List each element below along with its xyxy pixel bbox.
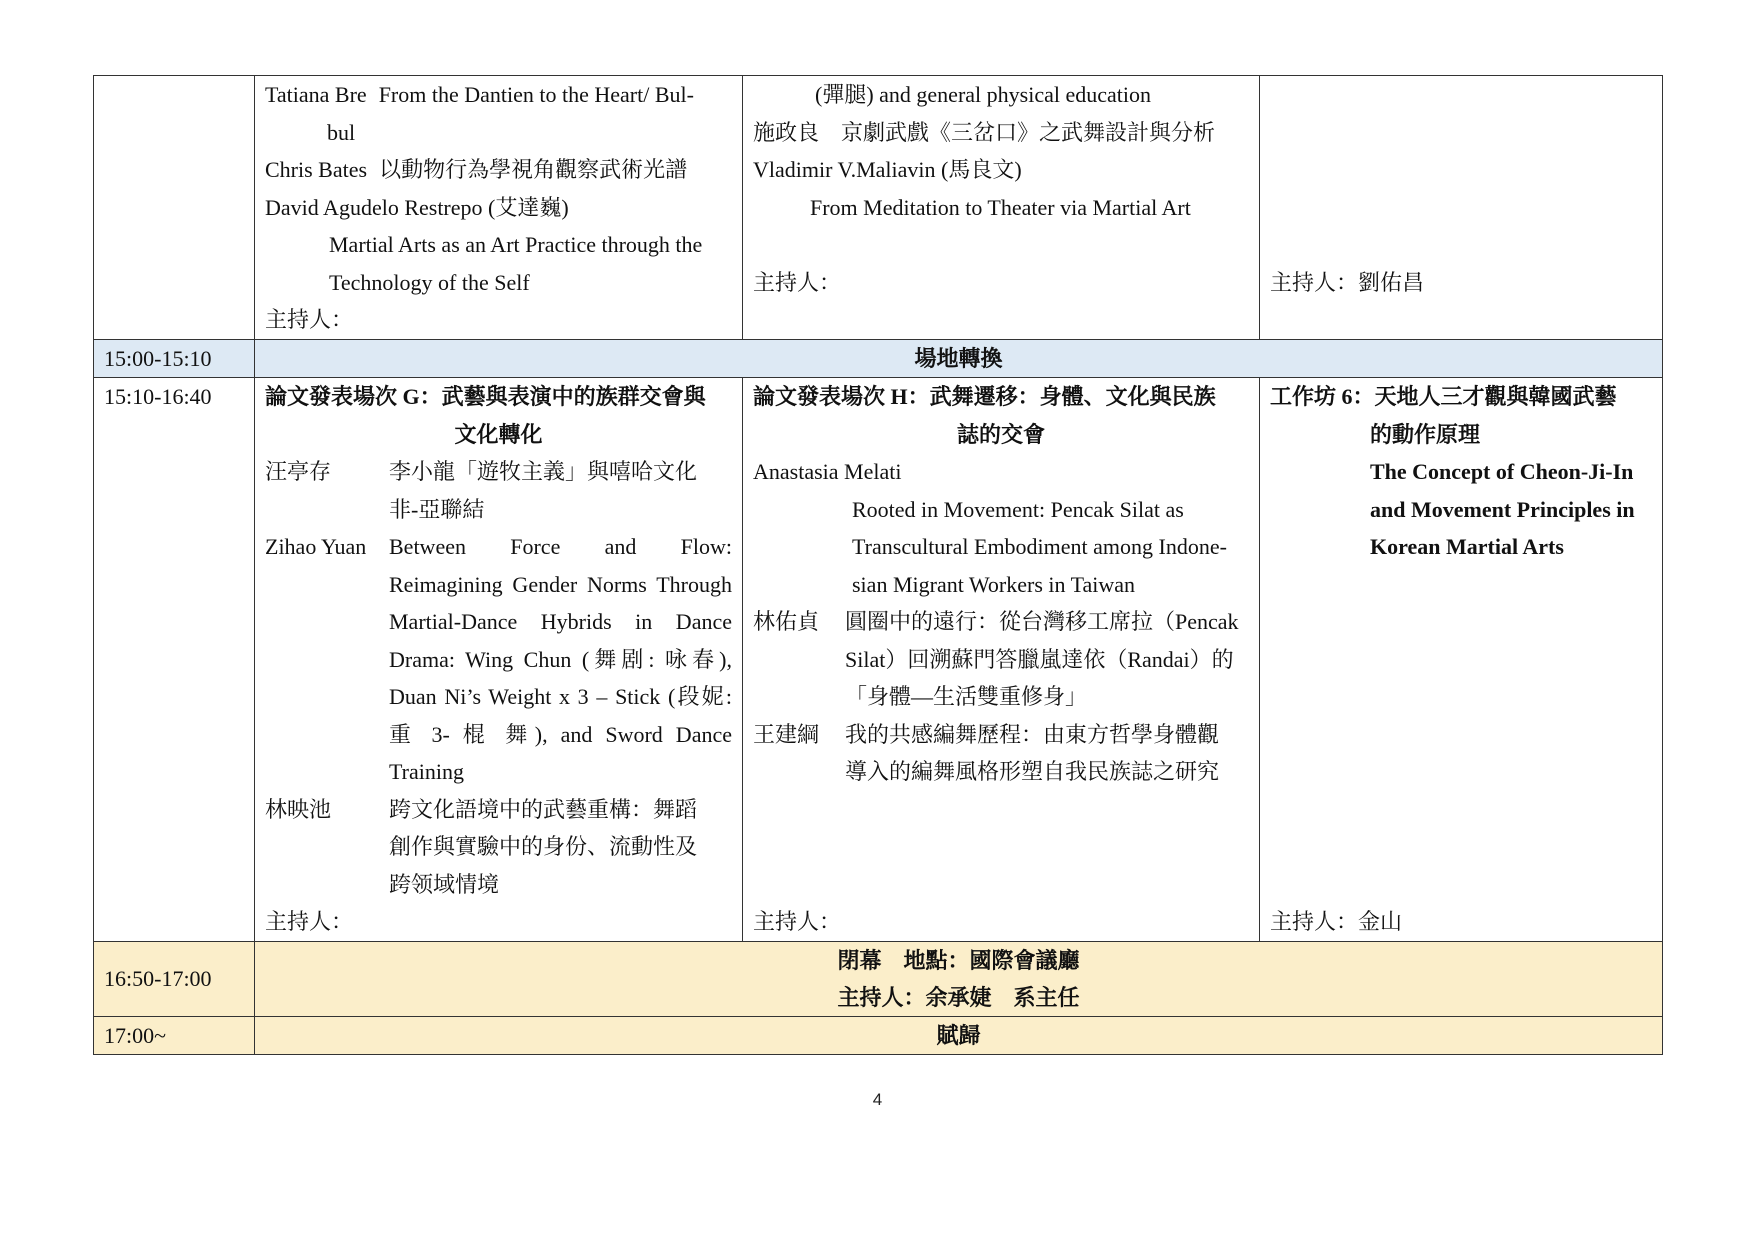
workshop-6-cell	[1260, 378, 1663, 942]
paper-entry	[265, 791, 732, 904]
session-row	[94, 378, 1663, 942]
closing-cell	[255, 941, 1663, 1016]
paper-title: Transcultural Embodiment among Indone-	[852, 534, 1227, 559]
presenter-name: David Agudelo Restrepo (艾達巍)	[265, 194, 569, 220]
paper-title: 跨文化語境中的武藝重構：舞蹈	[389, 796, 698, 822]
paper-title: Technology of the Self	[329, 269, 530, 295]
workshop-title-en: The Concept of Cheon-Ji-In	[1370, 459, 1634, 484]
paper-title: 非-亞聯結	[389, 496, 485, 522]
presenter-name: Tatiana Bre	[265, 82, 367, 107]
paper-title: 導入的編舞風格形塑自我民族誌之研究	[845, 759, 1220, 784]
end-label: 賦歸	[255, 1016, 1663, 1055]
paper-title: From Meditation to Theater via Martial Art	[810, 194, 1191, 220]
paper-title: 以動物行為學視角觀察武術光譜	[379, 157, 688, 182]
time-cell: 16:50-17:00	[94, 941, 255, 1016]
paper-title: From the Dantien to the Heart/ Bul-	[378, 82, 694, 107]
closing-host: 主持人：余承婕 系主任	[837, 984, 1080, 1010]
presenter-name: Vladimir V.Maliavin (馬良文)	[753, 157, 1022, 182]
paper-title: Silat）回溯蘇門答臘嵐達依（Randai）的	[845, 646, 1234, 672]
end-row	[94, 1016, 1663, 1055]
session-cont-cell	[743, 76, 1260, 340]
workshop-title-en: Korean Martial Arts	[1370, 534, 1564, 559]
session-f-cell	[255, 76, 743, 340]
time-cell: 17:00~	[94, 1016, 255, 1055]
paper-entry	[265, 76, 732, 114]
host-label: 主持人：	[753, 269, 842, 295]
closing-title: 閉幕 地點：國際會議廳	[837, 947, 1080, 973]
session-h-cell	[743, 378, 1260, 942]
paper-title: 「身體—生活雙重修身」	[845, 684, 1088, 709]
presenter-name: Zihao Yuan	[265, 534, 367, 559]
paper-title: 創作與實驗中的身份、流動性及	[389, 834, 698, 859]
host-label: 主持人：	[265, 307, 354, 332]
break-row	[94, 339, 1663, 378]
closing-row	[94, 941, 1663, 1016]
schedule-table	[93, 75, 1663, 1055]
time-cell: 15:10-16:40	[94, 378, 255, 942]
paper-title: 跨领域情境	[389, 871, 500, 897]
paper-entry	[265, 528, 732, 791]
presenter-name: Chris Bates	[265, 157, 368, 182]
presenter-name: 林佑貞	[753, 609, 820, 634]
paper-title: sian Migrant Workers in Taiwan	[852, 571, 1136, 597]
paper-entry	[265, 453, 732, 528]
host-label: 主持人：	[753, 909, 842, 934]
time-cell: 15:00-15:10	[94, 339, 255, 378]
host-label: 主持人：劉佑昌	[1270, 269, 1425, 295]
workshop-title-en: and Movement Principles in	[1370, 496, 1635, 522]
host-label: 主持人：金山	[1270, 909, 1403, 934]
paper-title: 圓圈中的遠行：從台灣移工席拉（Pencak	[845, 609, 1239, 634]
paper-entry	[753, 716, 1249, 791]
paper-title: Rooted in Movement: Pencak Silat as	[852, 496, 1184, 522]
time-cell-empty	[94, 76, 255, 340]
presenter-name: 王建綱	[753, 721, 820, 747]
paper-title: Martial Arts as an Art Practice through the	[329, 232, 703, 257]
session-g-cell	[255, 378, 743, 942]
presenter-name: 林映池	[265, 796, 332, 822]
page-number: 4	[872, 1090, 883, 1109]
paper-title: 我的共感編舞歷程：由東方哲學身體觀	[845, 721, 1220, 747]
paper-title: 李小龍「遊牧主義」與嘻哈文化	[389, 459, 698, 484]
workshop-heading: 工作坊 6：天地人三才觀與韓國武藝 的動作原理	[1270, 384, 1617, 447]
paper-entry	[265, 151, 732, 189]
presenter-name: 汪亭存	[265, 459, 332, 484]
paper-title-cont: (彈腿) and general physical education	[815, 82, 1151, 107]
paper-title: Between Force and Flow: Reimagining Gender Norms Through Martial-Dance Hybrids in Dance Drama: Wing Chun (舞剧: 咏春), Duan Ni’s Weight x 3 – Stick (段妮: 重 3- 棍 舞), and Sword Dance Training	[389, 534, 732, 784]
break-label: 場地轉換	[255, 339, 1663, 378]
session-heading: 論文發表場次 H：武舞遷移：身體、文化與民族 誌的交會	[753, 384, 1216, 447]
paper-entry: 施政良 京劇武戲《三岔口》之武舞設計與分析	[753, 119, 1216, 145]
workshop-cont-cell	[1260, 76, 1663, 340]
paper-entry	[753, 603, 1249, 716]
presenter-name: Anastasia Melati	[753, 459, 902, 484]
host-label: 主持人：	[265, 909, 354, 934]
row-continued	[94, 76, 1663, 340]
paper-title-cont: bul	[327, 119, 356, 145]
session-heading: 論文發表場次 G：武藝與表演中的族群交會與 文化轉化	[265, 384, 706, 447]
